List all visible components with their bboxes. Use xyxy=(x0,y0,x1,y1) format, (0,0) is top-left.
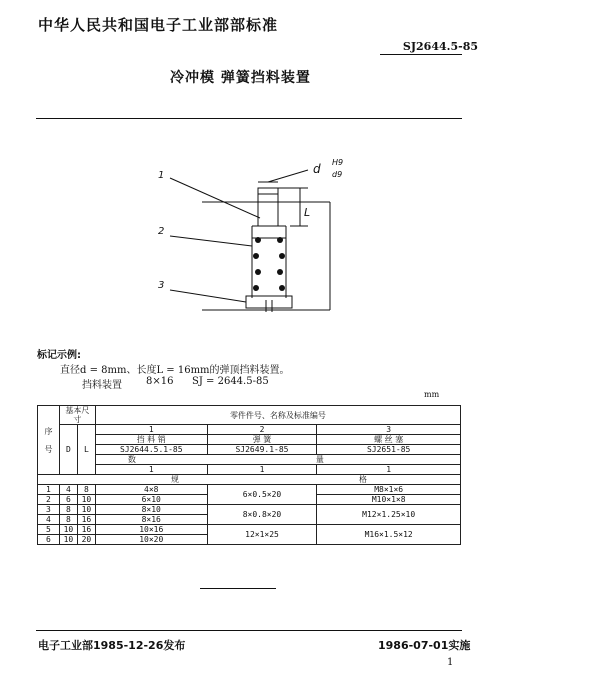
callout-1: 1 xyxy=(158,170,165,181)
col-d-header: D xyxy=(59,425,77,475)
quantity-cell: 1 xyxy=(95,465,207,475)
example-mark-size: 8×16 xyxy=(146,376,174,387)
issue-date: 电子工业部1985-12-26发布 xyxy=(38,639,186,652)
screw-spec: M16×1.5×12 xyxy=(317,525,461,545)
assembly-drawing xyxy=(140,160,380,330)
part-num: 1 xyxy=(95,425,207,435)
basic-size-header: 基本尺寸 xyxy=(59,406,95,425)
spring-spec: 8×0.8×20 xyxy=(207,505,317,525)
screw-spec: M10×1×8 xyxy=(317,495,461,505)
tolerance-upper: H9 xyxy=(332,158,344,167)
header-rule xyxy=(380,54,462,55)
spec-table xyxy=(37,405,461,545)
col-L-header: L xyxy=(77,425,95,475)
unit-label: mm xyxy=(424,390,440,399)
part-num: 3 xyxy=(317,425,461,435)
screw-spec: M8×1×6 xyxy=(317,485,461,495)
part-standard: SJ2651-85 xyxy=(317,445,461,455)
standard-number: SJ2644.5-85 xyxy=(402,40,478,53)
example-description: 直径d = 8mm、长度L = 16mm的弹顶挡料装置。 xyxy=(60,365,290,376)
part-standard: SJ2649.1-85 xyxy=(207,445,317,455)
effective-date: 1986-07-01实施 xyxy=(378,639,471,652)
example-heading: 标记示例: xyxy=(37,350,81,361)
part-standard: SJ2644.5.1-85 xyxy=(95,445,207,455)
quantity-cell: 1 xyxy=(317,465,461,475)
page-number: 1 xyxy=(447,657,454,668)
part-num: 2 xyxy=(207,425,317,435)
quantity-cell: 1 xyxy=(207,465,317,475)
document-title: 冷冲模 弹簧挡料装置 xyxy=(170,70,311,86)
parts-header: 零件件号、名称及标准编号 xyxy=(95,406,460,425)
part-name: 挡 料 销 xyxy=(95,435,207,445)
table-row: 6 10 20 10×20 xyxy=(38,535,461,545)
title-rule xyxy=(36,118,462,119)
quantity-header: 数 量 xyxy=(95,455,460,465)
tolerance-lower: d9 xyxy=(332,170,343,179)
short-rule xyxy=(200,588,276,589)
screw-spec: M12×1.25×10 xyxy=(317,505,461,525)
issuing-organization: 中华人民共和国电子工业部部标准 xyxy=(38,16,279,34)
callout-2: 2 xyxy=(158,226,165,237)
seq-header: 序 号 xyxy=(38,406,60,475)
table-row: 4 8 16 8×16 xyxy=(38,515,461,525)
example-mark-standard: SJ = 2644.5-85 xyxy=(192,376,269,387)
part-name: 螺 丝 塞 xyxy=(317,435,461,445)
table-row: 2 6 10 6×10 M10×1×8 xyxy=(38,495,461,505)
table-row: 3 8 10 8×10 8×0.8×20 M12×1.25×10 xyxy=(38,505,461,515)
example-mark-name: 挡料装置 xyxy=(82,380,122,391)
spring-spec: 6×0.5×20 xyxy=(207,485,317,505)
part-name: 弹 簧 xyxy=(207,435,317,445)
callout-3: 3 xyxy=(158,280,165,291)
spec-header: 规 格 xyxy=(38,475,461,485)
footer-rule xyxy=(36,630,462,631)
dimension-d-label: d xyxy=(313,162,321,176)
spring-spec: 12×1×25 xyxy=(207,525,317,545)
table-row: 5 10 16 10×16 12×1×25 M16×1.5×12 xyxy=(38,525,461,535)
dimension-L-label: L xyxy=(304,206,311,219)
table-row: 1 4 8 4×8 6×0.5×20 M8×1×6 xyxy=(38,485,461,495)
